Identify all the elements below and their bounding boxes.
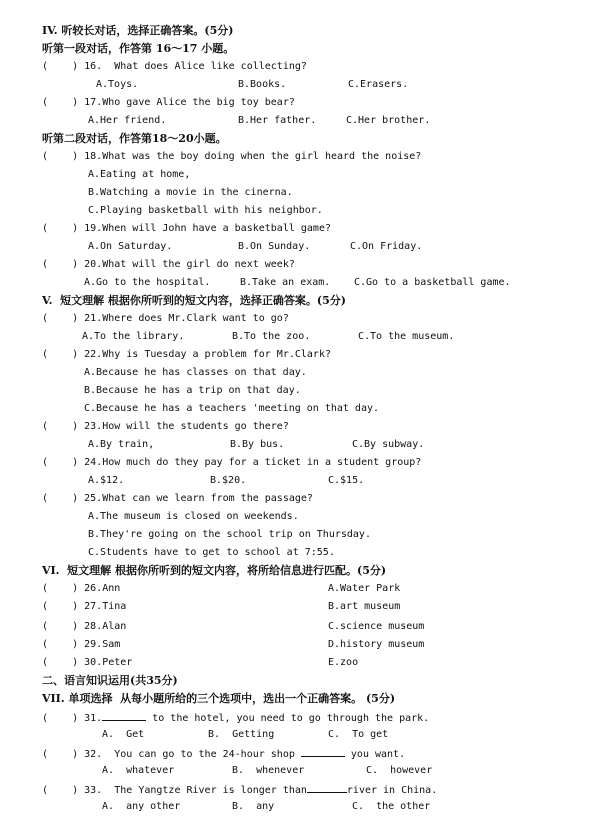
- q25-option-a: A.The museum is closed on weekends.: [88, 511, 299, 522]
- match-right-d: D.history museum: [328, 639, 425, 650]
- q22-option-b: B.Because he has a trip on that day.: [84, 385, 301, 396]
- q31-option-a: A. Get: [102, 729, 145, 740]
- q16-option-a: A.Toys.: [96, 79, 139, 90]
- q23-option-c: C.By subway.: [352, 439, 425, 450]
- q19-option-c: C.On Friday.: [350, 241, 423, 252]
- q33-blank: [307, 782, 347, 793]
- q19-option-b: B.On Sunday.: [238, 241, 311, 252]
- q16-stem: ( ) 16. What does Alice like collecting?: [42, 61, 307, 72]
- q21-stem: ( ) 21.Where does Mr.Clark want to go?: [42, 313, 289, 324]
- q20-option-a: A.Go to the hospital.: [84, 277, 211, 288]
- q32-option-b: B. whenever: [232, 765, 305, 776]
- q16-option-c: C.Erasers.: [348, 79, 409, 90]
- q17-option-a: A.Her friend.: [88, 115, 167, 126]
- q19-option-a: A.On Saturday.: [88, 241, 173, 252]
- q24-option-c: C.$15.: [328, 475, 365, 486]
- q33-prefix: ( ) 33. The Yangtze River is longer than: [42, 785, 307, 796]
- q25-option-b: B.They're going on the school trip on Thursday.: [88, 529, 371, 540]
- q24-option-a: A.$12.: [88, 475, 125, 486]
- q31-prefix: ( ) 31.: [42, 713, 103, 724]
- q21-option-a: A.To the library.: [82, 331, 185, 342]
- q25-stem: ( ) 25.What can we learn from the passage?: [42, 493, 313, 504]
- q32-option-a: A. whatever: [102, 765, 175, 776]
- q31-option-c: C. To get: [328, 729, 389, 740]
- q19-stem: ( ) 19.When will John have a basketball game?: [42, 223, 331, 234]
- q22-stem: ( ) 22.Why is Tuesday a problem for Mr.Clark?: [42, 349, 331, 360]
- q18-option-b: B.Watching a movie in the cinerna.: [88, 187, 293, 198]
- q21-option-b: B.To the zoo.: [232, 331, 311, 342]
- q22-option-a: A.Because he has classes on that day.: [84, 367, 307, 378]
- q18-stem: ( ) 18.What was the boy doing when the girl heard the noise?: [42, 151, 422, 162]
- match-right-b: B.art museum: [328, 601, 401, 612]
- match-left-30: ( ) 30.Peter: [42, 657, 133, 668]
- q23-option-b: B.By bus.: [230, 439, 285, 450]
- q32-blank: [301, 746, 345, 757]
- dialogue-2-instruction: 听第二段对话，作答第18～20小题。: [42, 132, 227, 145]
- part-two-title: 二、语言知识运用(共35分): [42, 674, 178, 687]
- q32-option-c: C. however: [366, 765, 433, 776]
- q33-stem: [42, 782, 437, 798]
- dialogue-1-instruction: 听第一段对话，作答第 16～17 小题。: [42, 42, 235, 55]
- q22-option-c: C.Because he has a teachers 'meeting on that day.: [84, 403, 380, 414]
- q33-suffix: river in China.: [346, 785, 438, 796]
- q33-option-a: A. any other: [102, 801, 181, 812]
- q31-blank: [102, 710, 146, 721]
- q23-option-a: A.By train,: [88, 439, 155, 450]
- section-v-title: V. 短文理解 根据你所听到的短文内容，选择正确答案。(5分): [42, 294, 346, 307]
- match-left-27: ( ) 27.Tina: [42, 601, 127, 612]
- q33-option-b: B. any: [232, 801, 275, 812]
- q18-option-c: C.Playing basketball with his neighbor.: [88, 205, 323, 216]
- section-iv-title: IV. 听较长对话，选择正确答案。(5分): [42, 24, 234, 37]
- q17-option-c: C.Her brother.: [346, 115, 431, 126]
- section-vi-title: VI. 短文理解 根据你所听到的短文内容，将所给信息进行匹配。(5分): [42, 564, 387, 577]
- match-left-29: ( ) 29.Sam: [42, 639, 121, 650]
- match-left-28: ( ) 28.Alan: [42, 621, 127, 632]
- match-right-c: C.science museum: [328, 621, 425, 632]
- q32-prefix: ( ) 32. You can go to the 24-hour shop: [42, 749, 301, 760]
- q31-stem: [42, 710, 429, 726]
- q25-option-c: C.Students have to get to school at 7:55.: [88, 547, 335, 558]
- match-right-e: E.zoo: [328, 657, 359, 668]
- match-right-a: A.Water Park: [328, 583, 401, 594]
- q17-option-b: B.Her father.: [238, 115, 317, 126]
- q33-option-c: C. the other: [352, 801, 431, 812]
- q16-option-b: B.Books.: [238, 79, 287, 90]
- q20-option-b: B.Take an exam.: [240, 277, 331, 288]
- match-left-26: ( ) 26.Ann: [42, 583, 121, 594]
- q20-stem: ( ) 20.What will the girl do next week?: [42, 259, 295, 270]
- q31-option-b: B. Getting: [208, 729, 275, 740]
- q32-suffix: you want.: [344, 749, 406, 760]
- q31-suffix: to the hotel, you need to go through the park.: [146, 713, 430, 724]
- q24-option-b: B.$20.: [210, 475, 247, 486]
- section-vii-title: VII. 单项选择 从每小题所给的三个选项中，选出一个正确答案。 (5分): [42, 692, 396, 705]
- q20-option-c: C.Go to a basketball game.: [354, 277, 511, 288]
- q21-option-c: C.To the museum.: [358, 331, 455, 342]
- q32-stem: [42, 746, 405, 762]
- q24-stem: ( ) 24.How much do they pay for a ticket in a student group?: [42, 457, 422, 468]
- q18-option-a: A.Eating at home,: [88, 169, 191, 180]
- q23-stem: ( ) 23.How will the students go there?: [42, 421, 289, 432]
- q17-stem: ( ) 17.Who gave Alice the big toy bear?: [42, 97, 295, 108]
